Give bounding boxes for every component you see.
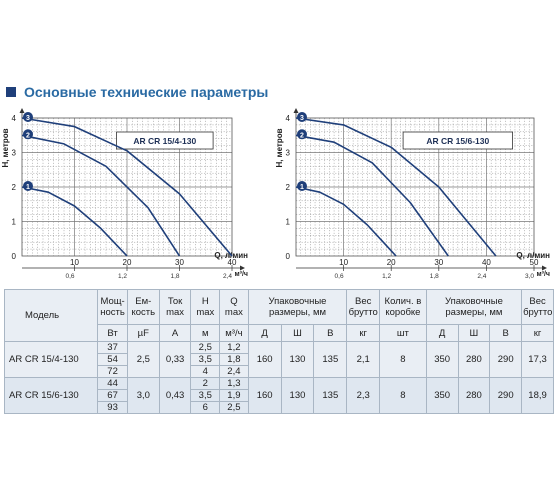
page-title: Основные технические параметры bbox=[24, 84, 269, 100]
y-tick-label: 3 bbox=[11, 148, 16, 158]
y-tick-label: 1 bbox=[285, 217, 290, 227]
header-hmax: H max bbox=[191, 290, 220, 325]
cell-kg2: 17,3 bbox=[522, 342, 554, 378]
header-qmax: Q max bbox=[220, 290, 249, 325]
x2-axis-label: м³/ч bbox=[234, 271, 248, 278]
cell-power: 54 bbox=[98, 354, 128, 366]
x2-tick-label: 1,8 bbox=[429, 273, 439, 280]
title-marker bbox=[6, 87, 16, 97]
y-tick-label: 4 bbox=[11, 114, 16, 123]
x2-tick-label: 3,0 bbox=[524, 273, 534, 280]
unit-kg: кг bbox=[347, 325, 380, 342]
x-tick-label: 20 bbox=[122, 258, 132, 267]
cell-qmax: 2,5 bbox=[220, 402, 249, 414]
cell-h2: 290 bbox=[490, 378, 522, 414]
unit-d2: Д bbox=[426, 325, 458, 342]
unit-power: Вт bbox=[98, 325, 128, 342]
cell-power: 44 bbox=[98, 378, 128, 390]
x2-tick-label: 2,4 bbox=[222, 273, 232, 280]
pump-curve-chart-1 bbox=[0, 104, 280, 284]
cell-power: 93 bbox=[98, 402, 128, 414]
cell-hmax: 4 bbox=[191, 366, 220, 378]
cell-hmax: 6 bbox=[191, 402, 220, 414]
series-badge-label: 3 bbox=[26, 115, 30, 122]
unit-current: A bbox=[159, 325, 191, 342]
header-pack-dims-2: Упаковочные размеры, мм bbox=[426, 290, 521, 325]
unit-d: Д bbox=[248, 325, 281, 342]
header-qty-box: Колич. в коробке bbox=[380, 290, 427, 325]
series-badge-label: 1 bbox=[300, 184, 304, 191]
x-tick-label: 40 bbox=[227, 258, 237, 267]
x-tick-label: 10 bbox=[70, 258, 79, 267]
x2-tick-label: 1,2 bbox=[117, 273, 127, 280]
series-badge-label: 3 bbox=[300, 115, 304, 122]
header-power: Мощ-ность bbox=[98, 290, 128, 325]
unit-h: В bbox=[314, 325, 347, 342]
x-tick-label: 30 bbox=[434, 258, 444, 267]
header-model: Модель bbox=[5, 290, 98, 342]
pump-curve-chart-2 bbox=[274, 104, 560, 284]
unit-hmax: м bbox=[191, 325, 220, 342]
cell-capacity: 3,0 bbox=[127, 378, 159, 414]
x-tick-label: 20 bbox=[386, 258, 396, 267]
cell-h: 135 bbox=[314, 342, 347, 378]
x2-tick-label: 1,8 bbox=[170, 273, 180, 280]
y-tick-label: 3 bbox=[285, 148, 290, 158]
x-tick-label: 10 bbox=[339, 258, 349, 267]
cell-hmax: 3,5 bbox=[191, 390, 220, 402]
unit-w: Ш bbox=[281, 325, 314, 342]
cell-power: 67 bbox=[98, 390, 128, 402]
cell-current: 0,33 bbox=[159, 342, 191, 378]
unit-pcs: шт bbox=[380, 325, 427, 342]
cell-pcs: 8 bbox=[380, 378, 427, 414]
model-label: AR CR 15/4-130 bbox=[133, 136, 197, 146]
cell-w: 130 bbox=[281, 378, 314, 414]
cell-current: 0,43 bbox=[159, 378, 191, 414]
unit-h2: В bbox=[490, 325, 522, 342]
header-gross-weight-2: Вес брутто bbox=[522, 290, 554, 325]
y-tick-label: 2 bbox=[11, 183, 16, 192]
x-axis-label: Q, л/мин bbox=[516, 251, 550, 260]
unit-capacity: µF bbox=[127, 325, 159, 342]
cell-hmax: 2,5 bbox=[191, 342, 220, 354]
y-tick-label: 1 bbox=[11, 217, 16, 227]
spec-table bbox=[4, 289, 554, 414]
cell-d2: 350 bbox=[426, 342, 458, 378]
x2-tick-label: 0,6 bbox=[65, 273, 75, 280]
y-axis-arrowhead bbox=[294, 108, 299, 113]
cell-capacity: 2,5 bbox=[127, 342, 159, 378]
cell-power: 72 bbox=[98, 366, 128, 378]
cell-d2: 350 bbox=[426, 378, 458, 414]
y-axis-label: H, метров bbox=[275, 128, 284, 168]
cell-power: 37 bbox=[98, 342, 128, 354]
cell-qmax: 1,2 bbox=[220, 342, 249, 354]
cell-d: 160 bbox=[248, 378, 281, 414]
header-pack-dims: Упаковочные размеры, мм bbox=[248, 290, 347, 325]
cell-w2: 280 bbox=[458, 342, 490, 378]
cell-h: 135 bbox=[314, 378, 347, 414]
unit-kg2: кг bbox=[522, 325, 554, 342]
cell-qmax: 1,8 bbox=[220, 354, 249, 366]
cell-hmax: 2 bbox=[191, 378, 220, 390]
model-label: AR CR 15/6-130 bbox=[426, 136, 490, 146]
table-row-model: AR CR 15/4-130 bbox=[5, 342, 98, 378]
x-axis-arrowhead bbox=[542, 266, 547, 271]
series-line bbox=[22, 135, 180, 256]
x2-tick-label: 2,4 bbox=[477, 273, 487, 280]
header-current: Ток max bbox=[159, 290, 191, 325]
cell-d: 160 bbox=[248, 342, 281, 378]
table-row-model: AR CR 15/6-130 bbox=[5, 378, 98, 414]
header-gross-weight: Вес брутто bbox=[347, 290, 380, 325]
header-capacity: Ем-кость bbox=[127, 290, 159, 325]
series-line bbox=[296, 135, 448, 256]
y-tick-label: 0 bbox=[285, 252, 290, 261]
y-axis-arrowhead bbox=[20, 108, 25, 113]
cell-kg: 2,1 bbox=[347, 342, 380, 378]
cell-hmax: 3,5 bbox=[191, 354, 220, 366]
y-axis-label: H, метров bbox=[1, 128, 10, 168]
y-tick-label: 0 bbox=[11, 252, 16, 261]
cell-qmax: 2,4 bbox=[220, 366, 249, 378]
series-badge-label: 1 bbox=[26, 184, 30, 191]
y-tick-label: 2 bbox=[285, 183, 290, 192]
x2-axis-label: м³/ч bbox=[536, 271, 550, 278]
cell-pcs: 8 bbox=[380, 342, 427, 378]
cell-qmax: 1,9 bbox=[220, 390, 249, 402]
x-tick-label: 50 bbox=[529, 258, 539, 267]
unit-w2: Ш bbox=[458, 325, 490, 342]
unit-qmax: м³/ч bbox=[220, 325, 249, 342]
x-axis-label: Q, л/мин bbox=[214, 251, 248, 260]
cell-h2: 290 bbox=[490, 342, 522, 378]
x2-tick-label: 0,6 bbox=[334, 273, 344, 280]
y-tick-label: 4 bbox=[285, 114, 290, 123]
section-title bbox=[6, 84, 306, 102]
cell-kg: 2,3 bbox=[347, 378, 380, 414]
cell-w2: 280 bbox=[458, 378, 490, 414]
x2-tick-label: 1,2 bbox=[382, 273, 392, 280]
x-tick-label: 40 bbox=[481, 258, 491, 267]
cell-w: 130 bbox=[281, 342, 314, 378]
x-tick-label: 30 bbox=[175, 258, 184, 267]
series-badge-label: 2 bbox=[26, 132, 30, 140]
series-badge-label: 2 bbox=[300, 132, 304, 140]
cell-qmax: 1,3 bbox=[220, 378, 249, 390]
x-axis-arrowhead bbox=[240, 266, 245, 271]
cell-kg2: 18,9 bbox=[522, 378, 554, 414]
